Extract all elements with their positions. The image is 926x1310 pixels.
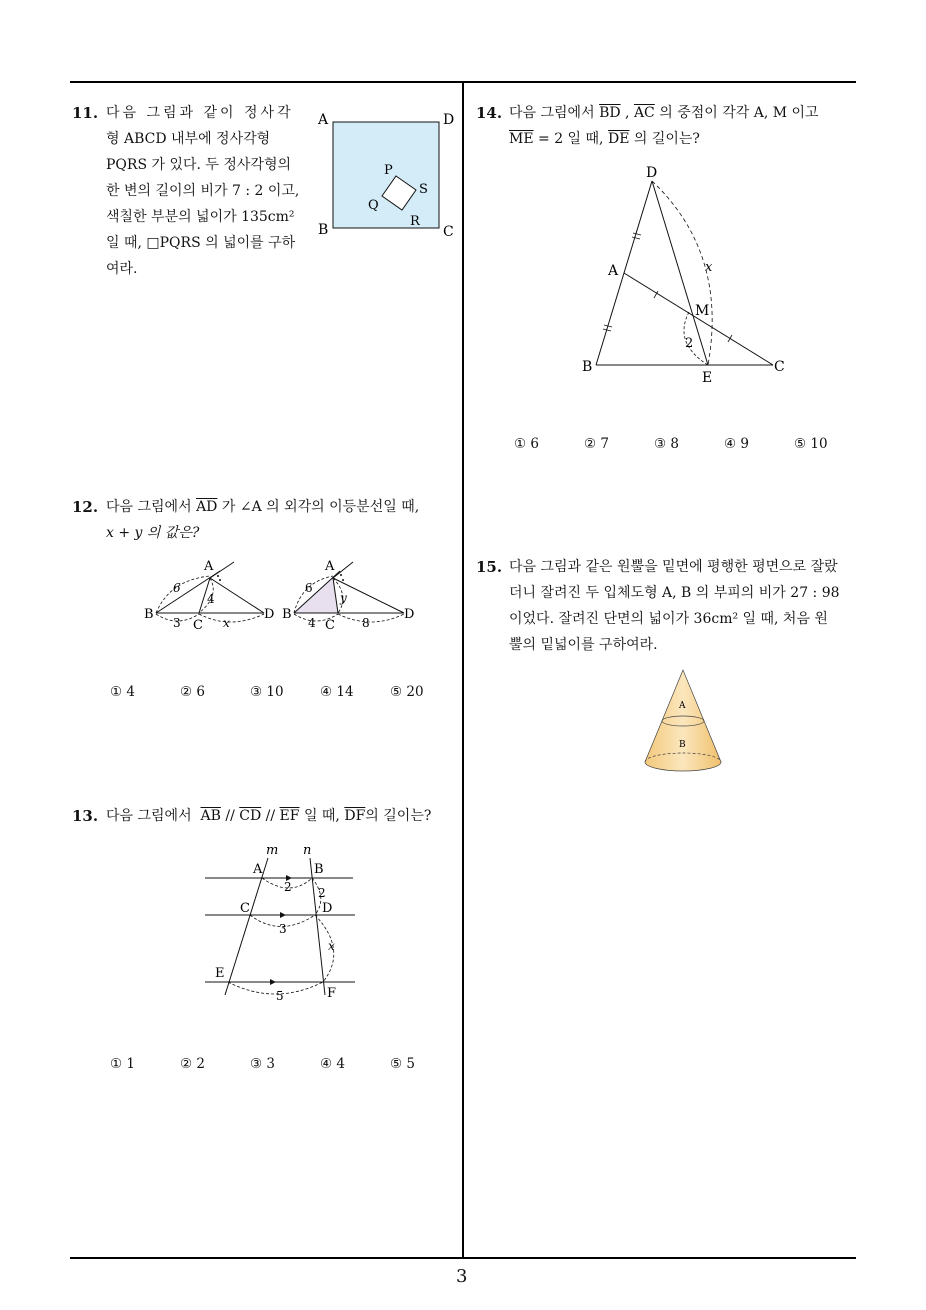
svg-text:A: A xyxy=(204,559,214,574)
choice-1[interactable]: ① 6 xyxy=(514,436,539,452)
choice-5[interactable]: ⑤ 5 xyxy=(390,1056,415,1072)
triangle-figure-1 xyxy=(140,558,280,633)
label-R: R xyxy=(410,214,420,229)
segment-BD: $\overline{BD}$ xyxy=(599,105,621,121)
label-C: C xyxy=(443,224,454,240)
choice-3[interactable]: ③ 8 xyxy=(654,436,679,452)
question-number: 13. xyxy=(72,807,99,825)
text-line: 이었다. 잘려진 단면의 넓이가 36cm² 일 때, 처음 원 xyxy=(509,611,828,627)
segment-AB: $\overline{AB}$ xyxy=(200,808,221,824)
svg-text:C: C xyxy=(325,618,335,633)
label-Q: Q xyxy=(368,198,379,213)
label-B: B xyxy=(318,222,329,238)
svg-text:F: F xyxy=(327,986,337,1001)
choice-1[interactable]: ① 1 xyxy=(110,1056,135,1072)
choice-3[interactable]: ③ 10 xyxy=(250,684,284,700)
segment-DF: $\overline{DF}$ xyxy=(344,808,366,824)
svg-text:2: 2 xyxy=(685,336,694,351)
text-line: 다음 그림에서 $\overline{BD}$ , $\overline{AC}$ 의 중점이 각각 A, M 이고 xyxy=(509,105,819,121)
choice-5[interactable]: ⑤ 10 xyxy=(794,436,828,452)
text-line: 뿔의 밑넓이를 구하여라. xyxy=(509,637,658,653)
svg-text:C: C xyxy=(774,359,785,375)
svg-text:C: C xyxy=(193,618,203,633)
svg-text:E: E xyxy=(702,370,713,386)
page-number: 3 xyxy=(456,1266,468,1287)
svg-text:D: D xyxy=(404,607,415,622)
label-P: P xyxy=(384,163,393,178)
question-number: 15. xyxy=(476,558,503,576)
text-line: 색칠한 부분의 넓이가 135cm² xyxy=(106,209,295,225)
svg-text:B: B xyxy=(314,862,324,877)
choice-4[interactable]: ④ 4 xyxy=(320,1056,345,1072)
label-D: D xyxy=(443,112,455,128)
text-line: 형 ABCD 내부에 정사각형 xyxy=(106,131,271,147)
text-line: 다음 그림과 같이 정사각 xyxy=(106,105,294,121)
question-number: 14. xyxy=(476,104,503,122)
triangle-midpoint-figure xyxy=(578,163,798,388)
svg-text:m: m xyxy=(266,843,279,858)
svg-text:A: A xyxy=(253,862,263,877)
text-line: 일 때, □PQRS 의 넓이를 구하 xyxy=(106,235,296,251)
svg-text:6: 6 xyxy=(305,581,313,595)
answer-choices xyxy=(110,684,450,700)
svg-text:2: 2 xyxy=(284,880,292,894)
question-number: 12. xyxy=(72,498,99,516)
choice-2[interactable]: ② 6 xyxy=(180,684,205,700)
svg-text:4: 4 xyxy=(308,616,316,630)
svg-text:B: B xyxy=(679,740,686,750)
svg-text:D: D xyxy=(264,607,275,622)
segment-DE: $\overline{DE}$ xyxy=(607,131,630,147)
svg-text:B: B xyxy=(144,607,154,622)
svg-text:x: x xyxy=(223,616,230,630)
svg-text:B: B xyxy=(282,607,292,622)
svg-text:x: x xyxy=(705,260,713,275)
svg-text:A: A xyxy=(325,559,335,574)
square-figure xyxy=(312,104,462,244)
question-text xyxy=(509,554,861,658)
segment-ME: $\overline{ME}$ xyxy=(509,131,534,147)
svg-text:3: 3 xyxy=(173,616,181,630)
svg-text:6: 6 xyxy=(173,581,181,595)
segment-AC: $\overline{AC}$ xyxy=(633,105,655,121)
svg-text:3: 3 xyxy=(279,922,287,936)
svg-text:8: 8 xyxy=(362,616,370,630)
choice-2[interactable]: ② 2 xyxy=(180,1056,205,1072)
svg-text:n: n xyxy=(303,843,312,858)
svg-text:C: C xyxy=(240,901,250,916)
choice-1[interactable]: ① 4 xyxy=(110,684,135,700)
answer-choices xyxy=(514,436,854,452)
svg-text:A: A xyxy=(608,263,619,279)
segment-EF: $\overline{EF}$ xyxy=(279,808,300,824)
text-line: $\overline{ME} = 2$ 일 때, $\overline{DE}$ 의 길이는? xyxy=(509,131,700,147)
triangle-figure-2 xyxy=(278,558,423,633)
svg-text:B: B xyxy=(582,359,593,375)
text-line: 여라. xyxy=(106,261,138,277)
question-text xyxy=(509,100,859,152)
question-text: 다음 그림에서 $\overline{AB} // \overline{CD} // \overline{EF}$ 일 때, $\overline{DF}$의 길이는? xyxy=(106,808,432,824)
choice-5[interactable]: ⑤ 20 xyxy=(390,684,424,700)
cone-figure xyxy=(638,665,728,777)
label-A: A xyxy=(318,112,329,128)
text-line: x + y 의 값은? xyxy=(106,525,200,541)
text-line: 더니 잘려진 두 입체도형 A, B 의 부피의 비가 27 : 98 xyxy=(509,585,840,601)
text-line: 다음 그림과 같은 원뿔을 밑면에 평행한 평면으로 잘랐 xyxy=(509,559,838,575)
svg-text:2: 2 xyxy=(318,886,326,900)
segment-CD: $\overline{CD}$ xyxy=(239,808,262,824)
parallel-lines-figure xyxy=(200,840,365,1005)
text-line: PQRS 가 있다. 두 정사각형의 xyxy=(106,157,291,173)
svg-text:E: E xyxy=(215,966,225,981)
segment-AD: $\overline{AD}$ xyxy=(196,499,218,515)
svg-text:D: D xyxy=(646,165,658,181)
choice-4[interactable]: ④ 14 xyxy=(320,684,354,700)
choice-3[interactable]: ③ 3 xyxy=(250,1056,275,1072)
text-line: 다음 그림에서 $\overline{AD}$ 가 ∠A 의 외각의 이등분선일 때, xyxy=(106,499,420,515)
choice-4[interactable]: ④ 9 xyxy=(724,436,749,452)
svg-text:y: y xyxy=(340,591,347,605)
svg-text:x: x xyxy=(328,939,335,953)
svg-text:5: 5 xyxy=(276,989,284,1003)
column-divider xyxy=(462,81,464,1259)
answer-choices xyxy=(110,1056,440,1072)
text-line: 한 변의 길이의 비가 7 : 2 이고, xyxy=(106,183,300,199)
question-text xyxy=(106,100,299,282)
svg-text:A: A xyxy=(679,701,686,711)
svg-text:4: 4 xyxy=(207,592,215,606)
choice-2[interactable]: ② 7 xyxy=(584,436,609,452)
label-S: S xyxy=(419,182,428,197)
svg-text:M: M xyxy=(695,303,710,319)
question-number: 11. xyxy=(72,104,99,122)
question-text xyxy=(106,494,458,546)
svg-text:D: D xyxy=(322,901,333,916)
